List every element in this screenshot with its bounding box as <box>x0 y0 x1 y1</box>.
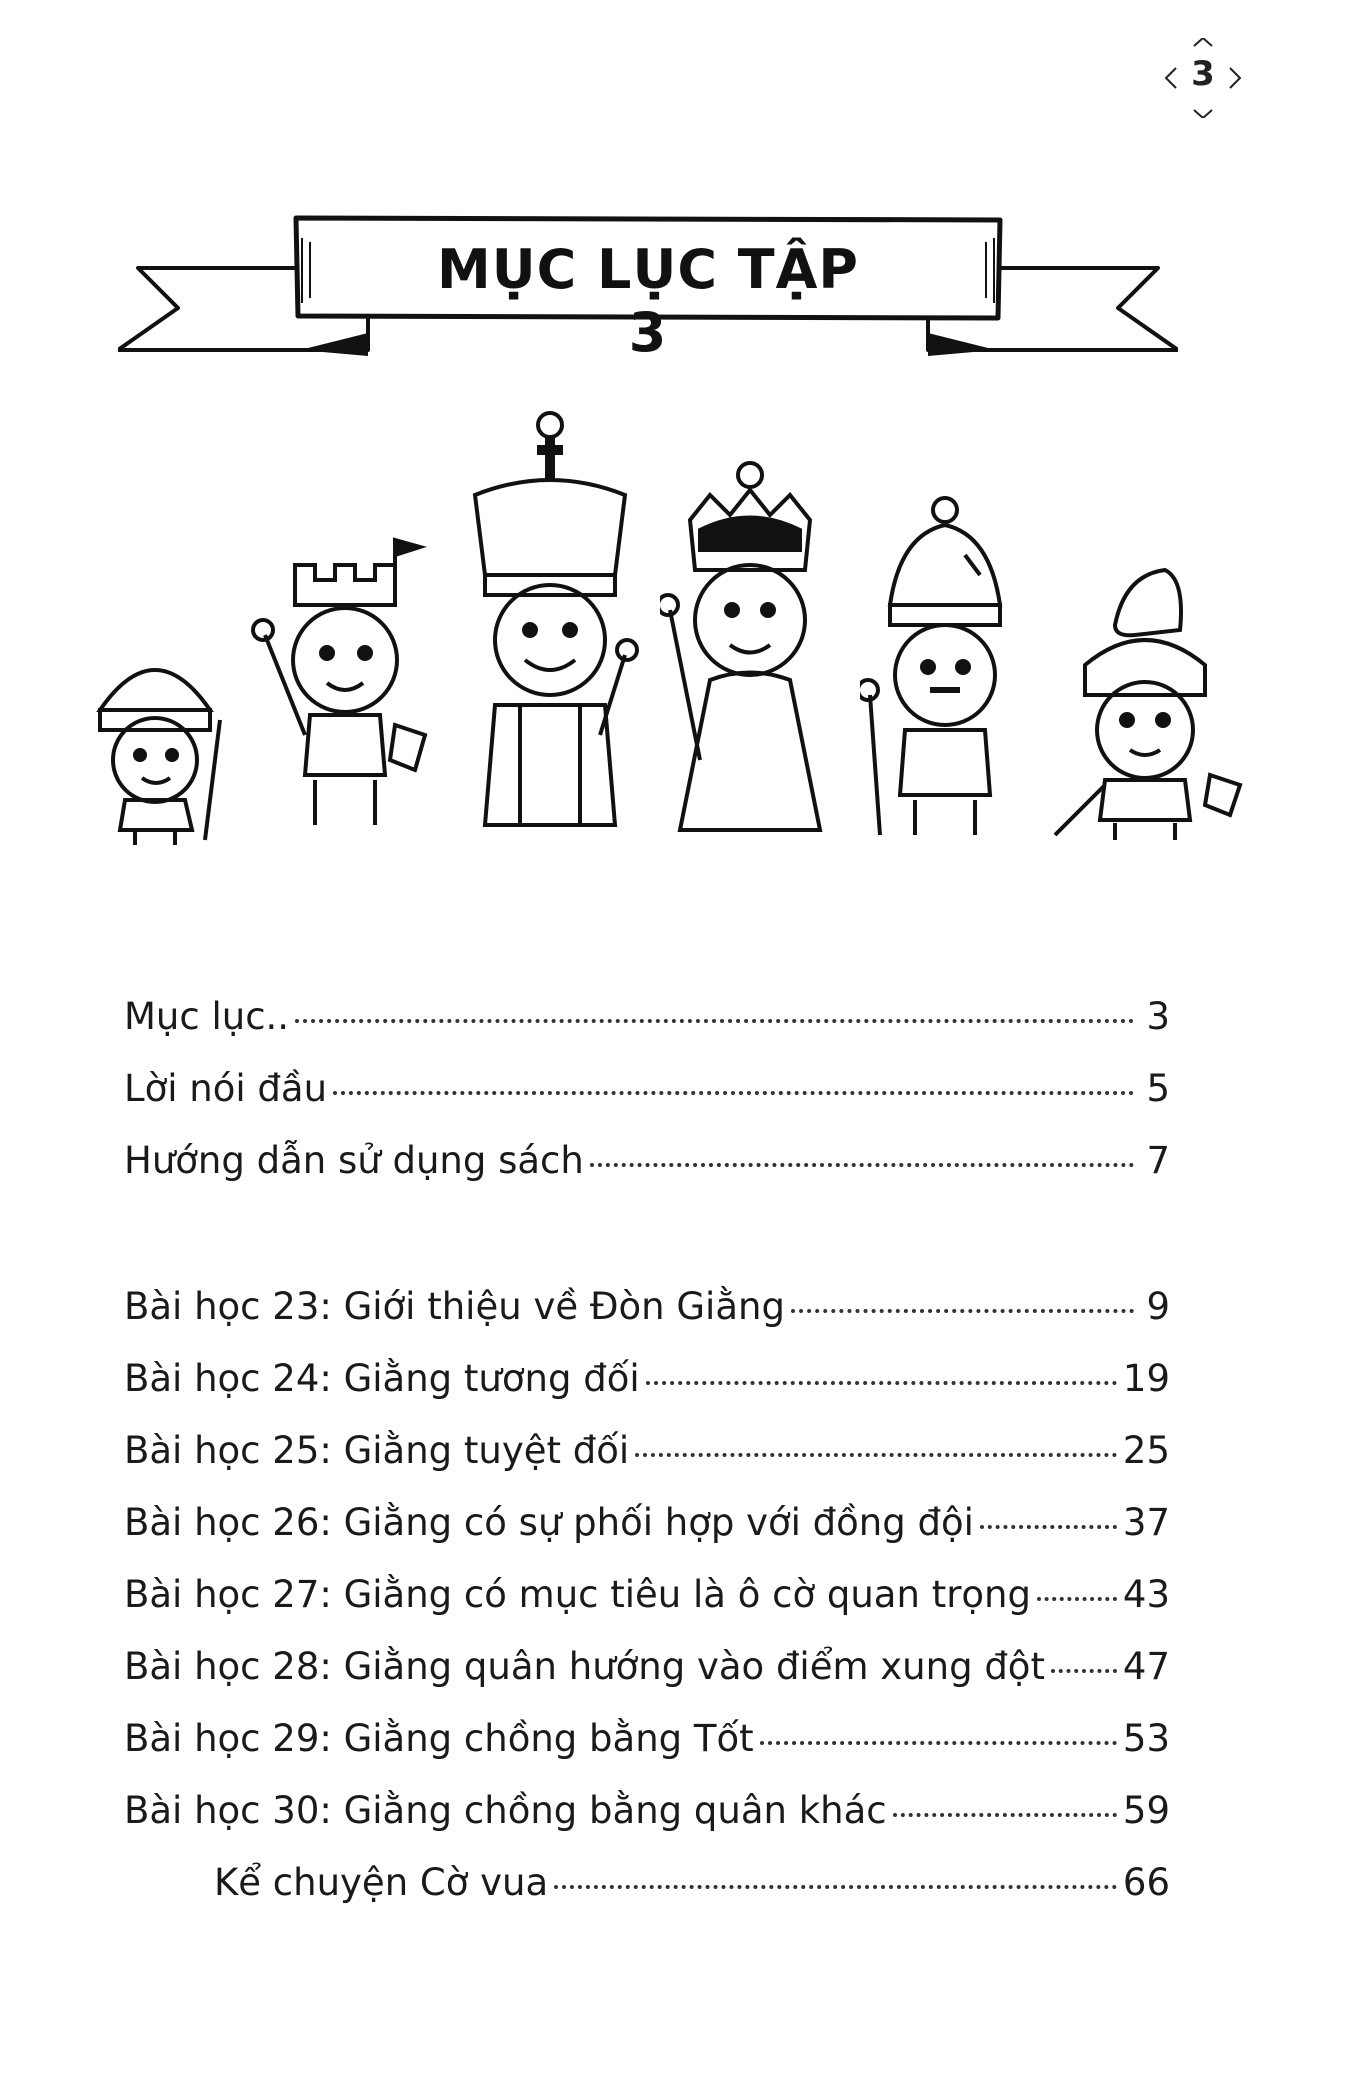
toc-dot-leader <box>791 1309 1134 1313</box>
toc-entry-page: 43 <box>1122 1573 1170 1616</box>
bishop-icon <box>860 495 1030 845</box>
banner-title: MỤC LỤC TẬP 3 <box>437 238 859 364</box>
toc-entry-page: 19 <box>1122 1357 1170 1400</box>
toc-dot-leader <box>893 1813 1117 1817</box>
toc-entry-label: Bài học 30: Giằng chồng bằng quân khác <box>124 1789 887 1832</box>
toc-dot-leader <box>554 1885 1117 1889</box>
rook-icon <box>245 535 435 845</box>
toc-entry-page: 47 <box>1122 1645 1170 1688</box>
toc-dot-leader <box>760 1741 1117 1745</box>
toc-entry-page: 37 <box>1122 1501 1170 1544</box>
toc-dot-leader <box>1037 1597 1117 1601</box>
toc-entry-lesson-29[interactable] <box>124 1717 1170 1789</box>
toc-entry-label: Bài học 29: Giằng chồng bằng Tốt <box>124 1717 754 1760</box>
toc-entry-muc-luc[interactable] <box>124 995 1170 1067</box>
knight-icon <box>1045 555 1245 845</box>
toc-entry-page: 3 <box>1146 995 1170 1038</box>
table-of-contents <box>124 995 1170 1933</box>
toc-entry-page: 66 <box>1122 1861 1170 1904</box>
toc-entry-label: Bài học 23: Giới thiệu về Đòn Giằng <box>124 1285 785 1328</box>
toc-entry-page: 53 <box>1122 1717 1170 1760</box>
toc-dot-leader <box>635 1453 1117 1457</box>
toc-entry-label: Lời nói đầu <box>124 1067 328 1110</box>
page-number-text: 3 <box>1191 54 1215 94</box>
toc-entry-page: 9 <box>1146 1285 1170 1328</box>
toc-entry-page: 25 <box>1122 1429 1170 1472</box>
toc-dot-leader <box>980 1525 1117 1529</box>
queen-icon <box>660 460 840 840</box>
toc-entry-lesson-25[interactable] <box>124 1429 1170 1501</box>
toc-dot-leader <box>646 1381 1117 1385</box>
toc-entry-lesson-28[interactable] <box>124 1645 1170 1717</box>
king-icon <box>455 405 645 845</box>
toc-dot-leader <box>590 1163 1134 1167</box>
toc-entry-huong-dan[interactable] <box>124 1139 1170 1211</box>
toc-entry-label: Bài học 28: Giằng quân hướng vào điểm xung đột <box>124 1645 1045 1688</box>
toc-entry-story[interactable] <box>124 1861 1170 1933</box>
toc-entry-lesson-23[interactable] <box>124 1285 1170 1357</box>
toc-entry-label: Kể chuyện Cờ vua <box>214 1861 549 1904</box>
toc-entry-label: Bài học 27: Giằng có mục tiêu là ô cờ quan trọng <box>124 1573 1031 1616</box>
toc-entry-lesson-26[interactable] <box>124 1501 1170 1573</box>
toc-dot-leader <box>295 1019 1134 1023</box>
toc-entry-label: Bài học 24: Giằng tương đối <box>124 1357 640 1400</box>
toc-entry-label: Hướng dẫn sử dụng sách <box>124 1139 584 1182</box>
toc-entry-page: 7 <box>1146 1139 1170 1182</box>
toc-entry-lesson-27[interactable] <box>124 1573 1170 1645</box>
pawn-icon <box>80 620 230 850</box>
toc-entry-page: 59 <box>1122 1789 1170 1832</box>
toc-entry-label: Bài học 26: Giằng có sự phối hợp với đồng đội <box>124 1501 974 1544</box>
page-number <box>1158 38 1248 118</box>
toc-entry-page: 5 <box>1146 1067 1170 1110</box>
toc-dot-leader <box>333 1091 1134 1095</box>
section-spacer <box>124 1211 1170 1285</box>
toc-entry-lesson-24[interactable] <box>124 1357 1170 1429</box>
toc-dot-leader <box>1051 1669 1117 1673</box>
toc-entry-lesson-30[interactable] <box>124 1789 1170 1861</box>
toc-entry-label: Bài học 25: Giằng tuyệt đối <box>124 1429 630 1472</box>
title-banner <box>118 208 1178 368</box>
toc-entry-loi-noi-dau[interactable] <box>124 1067 1170 1139</box>
chess-characters-illustration <box>60 405 1260 865</box>
toc-entry-label: Mục lục.. <box>124 995 290 1038</box>
